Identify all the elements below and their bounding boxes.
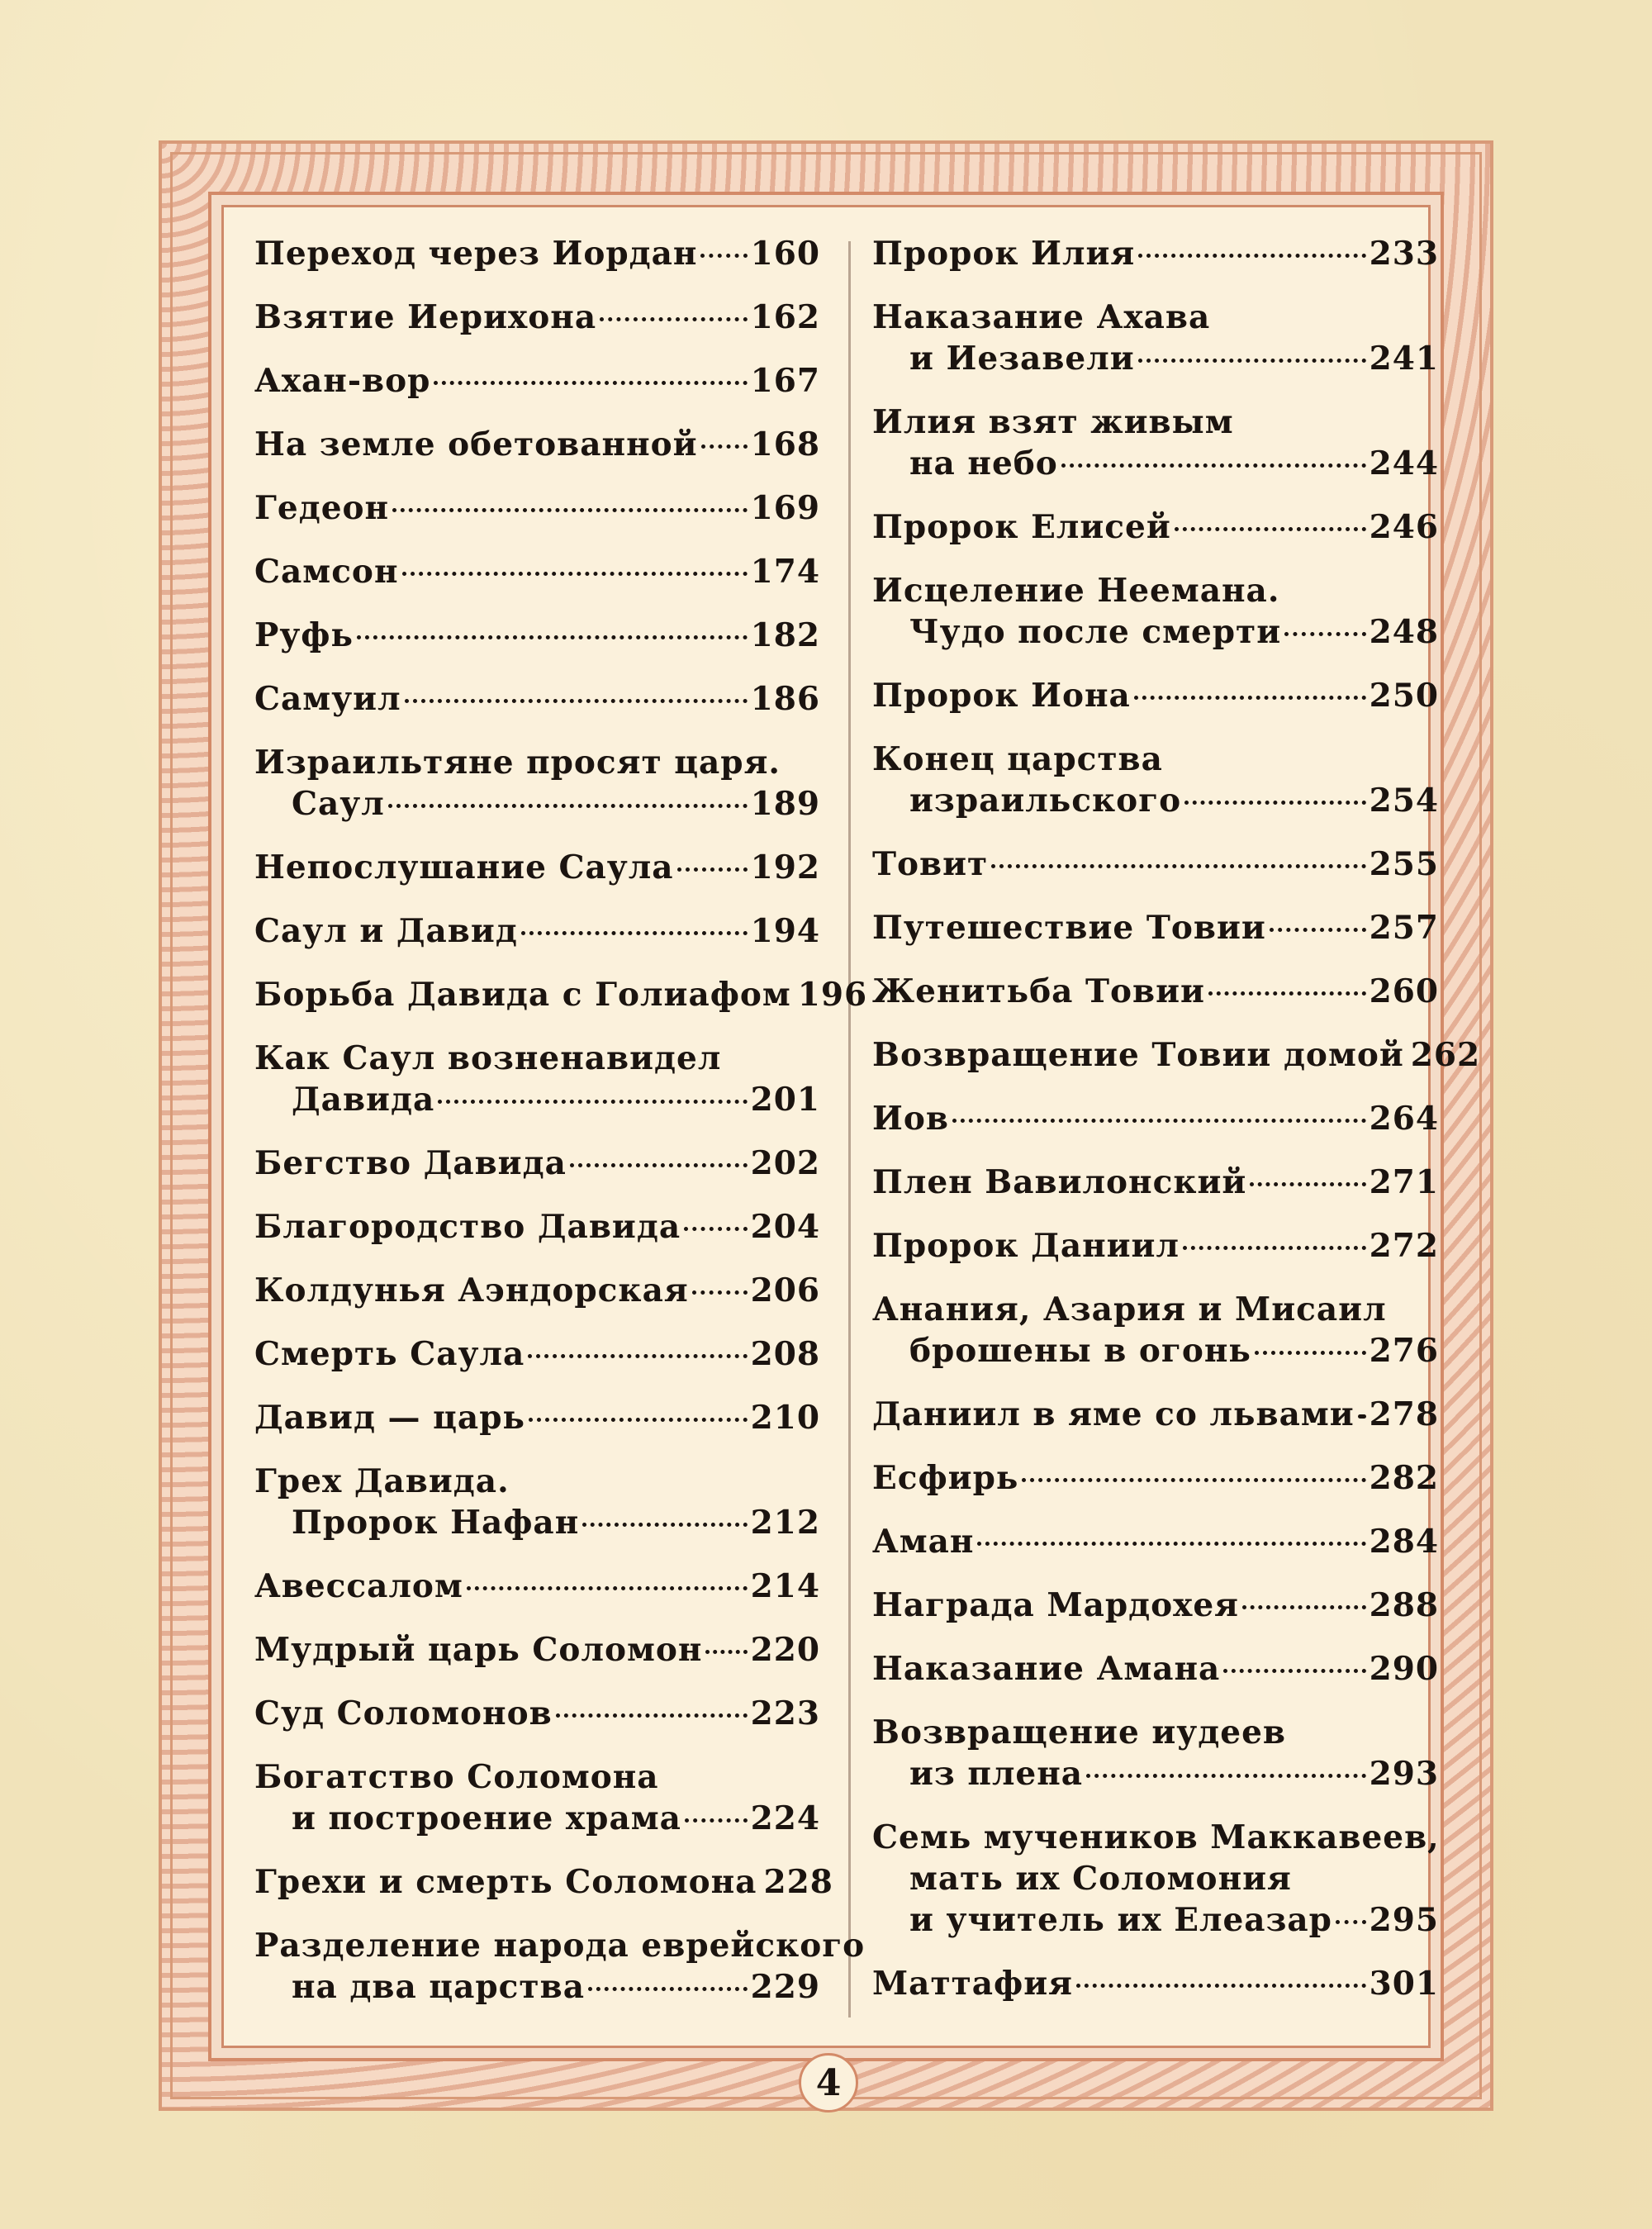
- toc-entry-line: [872, 1394, 1439, 1435]
- toc-entry-line: [872, 1817, 1439, 1858]
- toc-entry[interactable]: [254, 1629, 820, 1671]
- toc-entry[interactable]: [872, 1289, 1439, 1371]
- toc-entry-line: [872, 570, 1439, 611]
- dot-leader: [467, 1586, 748, 1590]
- toc-entry[interactable]: [254, 424, 820, 465]
- toc-entry-title: из плена: [909, 1755, 1084, 1793]
- toc-entry-title: Пророк Нафан: [292, 1504, 580, 1542]
- toc-entry-title: Саул и Давид: [254, 912, 518, 950]
- toc-entry[interactable]: [254, 1143, 820, 1184]
- toc-entry-title: Пророк Даниил: [872, 1227, 1180, 1265]
- dot-leader: [582, 1523, 747, 1527]
- toc-entry-page: 301: [1369, 1965, 1439, 2003]
- toc-entry[interactable]: [254, 1693, 820, 1734]
- toc-entry-title: израильского: [909, 782, 1182, 820]
- toc-entry-page: 224: [750, 1799, 820, 1837]
- toc-entry-title: На земле обетованной: [254, 425, 698, 463]
- page-number: 4: [799, 2053, 858, 2113]
- toc-entry[interactable]: [254, 1861, 833, 1903]
- toc-entry-title: Возвращение Товии домой: [872, 1036, 1404, 1074]
- toc-entry[interactable]: [872, 1648, 1439, 1690]
- toc-entry-line: [254, 783, 820, 825]
- toc-entry-line: [872, 1330, 1439, 1371]
- toc-entry-title: Чудо после смерти: [909, 613, 1282, 651]
- dot-leader: [952, 1119, 1366, 1123]
- toc-entry-title: Давид — царь: [254, 1399, 525, 1437]
- toc-entry-page: 248: [1369, 613, 1439, 651]
- toc-entry[interactable]: [254, 1038, 820, 1120]
- toc-entry-page: 167: [750, 362, 820, 400]
- toc-entry-line: [254, 1461, 820, 1502]
- dot-leader: [1223, 1669, 1365, 1673]
- toc-entry-title: Возвращение иудеев: [872, 1713, 1286, 1751]
- toc-entry-line: [872, 1162, 1439, 1203]
- toc-entry-line: [254, 1566, 820, 1607]
- toc-entry-page: 250: [1369, 677, 1439, 715]
- toc-entry[interactable]: [254, 1461, 820, 1543]
- toc-entry-page: 241: [1369, 340, 1439, 378]
- contents-column-left: [254, 233, 868, 2030]
- toc-entry-line: [872, 675, 1439, 716]
- toc-entry-line: [872, 907, 1439, 948]
- toc-entry[interactable]: [254, 1397, 820, 1438]
- dot-leader: [1208, 991, 1366, 996]
- toc-entry-title: Семь мучеников Маккавеев,: [872, 1818, 1440, 1856]
- toc-entry-title: Переход через Иордан: [254, 235, 698, 273]
- toc-entry-page: 290: [1369, 1650, 1439, 1688]
- toc-entry-title: Саул: [292, 785, 385, 823]
- dot-leader: [1336, 1920, 1366, 1924]
- toc-entry[interactable]: [254, 678, 820, 720]
- toc-entry[interactable]: [872, 1457, 1439, 1499]
- toc-entry[interactable]: [872, 1098, 1439, 1139]
- toc-entry-line: [254, 233, 820, 274]
- dot-leader: [1138, 254, 1365, 258]
- toc-entry-title: Гедеон: [254, 489, 390, 527]
- toc-entry-line: [872, 443, 1439, 484]
- toc-entry-title: Анания, Азария и Мисаил: [872, 1290, 1387, 1328]
- toc-entry-page: 182: [750, 616, 820, 654]
- toc-entry[interactable]: [254, 974, 868, 1015]
- toc-entry-line: [254, 424, 820, 465]
- toc-entry-page: 192: [750, 848, 820, 886]
- toc-entry[interactable]: [254, 1566, 820, 1607]
- toc-entry-title: Колдунья Аэндорская: [254, 1271, 689, 1309]
- toc-entry[interactable]: [872, 297, 1439, 379]
- dot-leader: [1184, 801, 1365, 805]
- toc-entry-page: 223: [750, 1694, 820, 1732]
- toc-entry-page: 208: [750, 1335, 820, 1373]
- toc-entry-line: [254, 1397, 820, 1438]
- toc-entry-title: Пророк Елисей: [872, 508, 1171, 546]
- dot-leader: [977, 1542, 1365, 1546]
- toc-entry-line: [872, 844, 1439, 885]
- toc-entry-title: Пророк Илия: [872, 235, 1136, 273]
- toc-entry-title: Мудрый царь Соломон: [254, 1631, 703, 1669]
- toc-entry-line: [254, 1038, 820, 1079]
- toc-entry[interactable]: [254, 297, 820, 338]
- toc-entry-line: [254, 1798, 820, 1839]
- toc-entry[interactable]: [872, 1162, 1439, 1203]
- toc-entry-line: [254, 1966, 820, 2008]
- toc-entry-line: [254, 1861, 833, 1903]
- dot-leader: [692, 1290, 748, 1295]
- toc-entry[interactable]: [254, 615, 820, 656]
- toc-entry-title: Даниил в яме со львами: [872, 1395, 1355, 1433]
- toc-entry-page: 260: [1369, 972, 1439, 1010]
- toc-entry-page: 212: [750, 1504, 820, 1542]
- toc-entry-page: 204: [750, 1208, 820, 1246]
- toc-entry-line: [872, 1858, 1439, 1899]
- toc-entry[interactable]: [872, 1963, 1439, 2004]
- toc-entry-title: Взятие Иерихона: [254, 298, 597, 336]
- dot-leader: [700, 254, 747, 258]
- dot-leader: [434, 381, 747, 385]
- toc-entry-title: Израильтяне просят царя.: [254, 744, 781, 782]
- dot-leader: [402, 572, 748, 576]
- toc-entry-line: [872, 1225, 1439, 1267]
- toc-entry-page: 272: [1369, 1227, 1439, 1265]
- toc-entry-line: [872, 1585, 1439, 1626]
- toc-entry-line: [872, 1899, 1439, 1941]
- dot-leader: [685, 1818, 748, 1823]
- toc-entry-page: 288: [1369, 1586, 1439, 1624]
- toc-entry[interactable]: [254, 233, 820, 274]
- dot-leader: [701, 444, 748, 449]
- toc-entry-line: [254, 1756, 820, 1798]
- toc-entry-line: [254, 742, 820, 783]
- column-divider: [848, 241, 851, 2018]
- toc-entry[interactable]: [254, 1756, 820, 1839]
- toc-entry-page: 194: [750, 912, 820, 950]
- toc-entry-page: 293: [1369, 1755, 1439, 1793]
- toc-entry-line: [254, 1629, 820, 1671]
- toc-entry-line: [872, 338, 1439, 379]
- toc-entry-title: Путешествие Товии: [872, 909, 1266, 947]
- toc-entry-line: [872, 1289, 1439, 1330]
- toc-entry-page: 295: [1369, 1901, 1439, 1939]
- toc-entry-line: [872, 506, 1439, 548]
- toc-entry-title: Бегство Давида: [254, 1144, 567, 1182]
- toc-entry-line: [872, 297, 1439, 338]
- toc-entry-line: [254, 487, 820, 529]
- toc-entry-line: [254, 1206, 820, 1248]
- toc-entry-line: [254, 551, 820, 592]
- dot-leader: [556, 1713, 748, 1718]
- toc-entry-title: на два царства: [292, 1968, 585, 2006]
- toc-entry[interactable]: [872, 1712, 1439, 1794]
- dot-leader: [529, 1418, 748, 1422]
- toc-entry-page: 189: [750, 785, 820, 823]
- toc-entry[interactable]: [254, 1333, 820, 1375]
- toc-entry-page: 206: [750, 1271, 820, 1309]
- dot-leader: [1284, 632, 1365, 636]
- dot-leader: [991, 864, 1365, 868]
- toc-entry-title: Благородство Давида: [254, 1208, 681, 1246]
- toc-entry-line: [254, 910, 820, 952]
- dot-leader: [1242, 1605, 1366, 1609]
- toc-entry-title: Богатство Соломона: [254, 1758, 659, 1796]
- toc-entry-line: [872, 1034, 1481, 1076]
- toc-entry-page: 196: [797, 976, 868, 1014]
- toc-entry[interactable]: [254, 847, 820, 888]
- toc-entry-line: [254, 1143, 820, 1184]
- toc-entry-line: [872, 971, 1439, 1012]
- toc-entry-page: 174: [750, 553, 820, 591]
- toc-entry-line: [254, 615, 820, 656]
- toc-entry-page: 162: [750, 298, 820, 336]
- dot-leader: [1250, 1182, 1365, 1186]
- toc-entry-line: [254, 1693, 820, 1734]
- toc-entry[interactable]: [254, 360, 820, 402]
- dot-leader: [1061, 463, 1366, 468]
- toc-entry-title: Товит: [872, 845, 989, 883]
- toc-entry[interactable]: [872, 971, 1439, 1012]
- toc-entry-page: 229: [750, 1968, 820, 2006]
- toc-entry-title: Непослушание Саула: [254, 848, 674, 886]
- toc-entry-title: Есфирь: [872, 1459, 1019, 1497]
- toc-entry-line: [254, 1079, 820, 1120]
- toc-entry-page: 257: [1369, 909, 1439, 947]
- dot-leader: [705, 1650, 747, 1654]
- toc-entry[interactable]: [254, 1270, 820, 1311]
- toc-entry-page: 276: [1369, 1332, 1439, 1370]
- toc-entry[interactable]: [872, 402, 1439, 484]
- toc-entry-title: Смерть Саула: [254, 1335, 525, 1373]
- toc-entry-page: 169: [750, 489, 820, 527]
- toc-entry-title: Как Саул возненавидел: [254, 1039, 722, 1077]
- toc-entry-page: 202: [750, 1144, 820, 1182]
- toc-entry[interactable]: [872, 1585, 1439, 1626]
- dot-leader: [1138, 359, 1366, 363]
- toc-entry-title: Плен Вавилонский: [872, 1163, 1247, 1201]
- toc-entry-title: Разделение народа еврейского: [254, 1927, 866, 1965]
- toc-entry-page: 254: [1369, 782, 1439, 820]
- toc-entry-title: Исцеление Неемана.: [872, 572, 1280, 610]
- toc-entry[interactable]: [254, 1925, 866, 2008]
- toc-entry[interactable]: [872, 907, 1439, 948]
- toc-entry[interactable]: [872, 1521, 1439, 1562]
- toc-entry-title: Авессалом: [254, 1567, 463, 1605]
- dot-leader: [1086, 1774, 1366, 1778]
- toc-entry[interactable]: [254, 487, 820, 529]
- dot-leader: [1175, 527, 1366, 531]
- toc-entry-line: [872, 780, 1439, 821]
- toc-entry-title: Руфь: [254, 616, 354, 654]
- toc-entry-page: 168: [750, 425, 820, 463]
- toc-entry-title: Илия взят живым: [872, 403, 1234, 441]
- dot-leader: [1022, 1478, 1365, 1482]
- toc-entry-page: 214: [750, 1567, 820, 1605]
- toc-entry-page: 244: [1369, 444, 1439, 482]
- dot-leader: [438, 1100, 747, 1104]
- dot-leader: [677, 867, 748, 872]
- toc-entry-line: [872, 1753, 1439, 1794]
- toc-entry[interactable]: [872, 570, 1439, 653]
- toc-entry-page: 278: [1369, 1395, 1439, 1433]
- toc-entry-title: Грех Давида.: [254, 1462, 510, 1500]
- dot-leader: [570, 1163, 748, 1167]
- toc-entry-page: 228: [763, 1863, 833, 1901]
- toc-entry-line: [254, 1270, 820, 1311]
- toc-entry-title: Суд Соломонов: [254, 1694, 553, 1732]
- toc-entry-line: [254, 1925, 866, 1966]
- toc-entry-page: 210: [750, 1399, 820, 1437]
- toc-entry-page: 284: [1369, 1523, 1439, 1561]
- toc-entry[interactable]: [872, 1225, 1439, 1267]
- toc-entry-title: мать их Соломония: [909, 1860, 1292, 1898]
- toc-entry[interactable]: [872, 1817, 1439, 1941]
- toc-entry-page: 186: [750, 680, 820, 718]
- toc-entry[interactable]: [872, 844, 1439, 885]
- toc-entry-line: [872, 1712, 1439, 1753]
- toc-entry[interactable]: [872, 1394, 1439, 1435]
- toc-entry-page: 271: [1369, 1163, 1439, 1201]
- toc-entry-page: 264: [1369, 1100, 1439, 1138]
- toc-entry[interactable]: [872, 1034, 1481, 1076]
- toc-entry-line: [254, 297, 820, 338]
- dot-leader: [1255, 1351, 1366, 1355]
- dot-leader: [600, 317, 747, 321]
- toc-entry-line: [872, 1963, 1439, 2004]
- toc-entry-title: Награда Мардохея: [872, 1586, 1239, 1624]
- toc-entry-line: [872, 611, 1439, 653]
- dot-leader: [405, 699, 748, 703]
- toc-entry-line: [872, 1457, 1439, 1499]
- toc-entry-page: 201: [750, 1081, 820, 1119]
- toc-entry[interactable]: [254, 742, 820, 825]
- toc-entry[interactable]: [872, 739, 1439, 821]
- toc-entry-title: и учитель их Елеазар: [909, 1901, 1332, 1939]
- dot-leader: [1183, 1246, 1366, 1250]
- toc-entry-title: на небо: [909, 444, 1058, 482]
- dot-leader: [588, 1987, 748, 1991]
- toc-entry-title: Грехи и смерть Соломона: [254, 1863, 757, 1901]
- dot-leader: [684, 1227, 747, 1231]
- dot-leader: [1270, 928, 1366, 932]
- toc-entry-line: [254, 847, 820, 888]
- dot-leader: [357, 635, 748, 639]
- toc-entry-title: Аман: [872, 1523, 975, 1561]
- toc-entry-title: Самуил: [254, 680, 401, 718]
- toc-entry-page: 160: [750, 235, 820, 273]
- toc-entry[interactable]: [254, 551, 820, 592]
- toc-entry-title: Ахан-вор: [254, 362, 431, 400]
- dot-leader: [392, 508, 747, 512]
- toc-entry-page: 255: [1369, 845, 1439, 883]
- toc-entry-title: Давида: [292, 1081, 435, 1119]
- toc-entry-page: 282: [1369, 1459, 1439, 1497]
- toc-entry-line: [254, 678, 820, 720]
- toc-entry-title: Женитьба Товии: [872, 972, 1205, 1010]
- toc-entry[interactable]: [254, 1206, 820, 1248]
- toc-entry[interactable]: [254, 910, 820, 952]
- dot-leader: [1076, 1984, 1366, 1988]
- toc-entry-title: Иов: [872, 1100, 949, 1138]
- toc-entry-line: [872, 1098, 1439, 1139]
- toc-entry-page: 220: [750, 1631, 820, 1669]
- dot-leader: [388, 804, 748, 808]
- toc-entry-line: [872, 1521, 1439, 1562]
- toc-entry-title: и Иезавели: [909, 340, 1135, 378]
- toc-entry-page: 262: [1410, 1036, 1481, 1074]
- dot-leader: [528, 1354, 747, 1358]
- toc-entry-title: Наказание Ахава: [872, 298, 1211, 336]
- toc-entry-line: [872, 1648, 1439, 1690]
- toc-entry-line: [872, 402, 1439, 443]
- toc-entry-title: Маттафия: [872, 1965, 1073, 2003]
- toc-entry-line: [872, 233, 1439, 274]
- toc-entry-line: [254, 1333, 820, 1375]
- toc-entry-page: 233: [1369, 235, 1439, 273]
- toc-entry-line: [254, 974, 868, 1015]
- toc-entry-title: Самсон: [254, 553, 399, 591]
- toc-entry[interactable]: [872, 233, 1439, 274]
- toc-entry-line: [254, 360, 820, 402]
- toc-entry-title: и построение храма: [292, 1799, 681, 1837]
- toc-entry-page: 246: [1369, 508, 1439, 546]
- toc-entry[interactable]: [872, 506, 1439, 548]
- toc-entry-line: [254, 1502, 820, 1543]
- toc-entry[interactable]: [872, 675, 1439, 716]
- toc-entry-title: брошены в огонь: [909, 1332, 1251, 1370]
- toc-entry-line: [872, 739, 1439, 780]
- toc-entry-title: Наказание Амана: [872, 1650, 1221, 1688]
- dot-leader: [1134, 696, 1366, 700]
- toc-entry-title: Пророк Иона: [872, 677, 1131, 715]
- dot-leader: [521, 931, 748, 935]
- contents-column-right: [872, 233, 1481, 2027]
- toc-entry-title: Конец царства: [872, 740, 1163, 778]
- dot-leader: [1358, 1414, 1366, 1419]
- toc-entry-title: Борьба Давида с Голиафом: [254, 976, 791, 1014]
